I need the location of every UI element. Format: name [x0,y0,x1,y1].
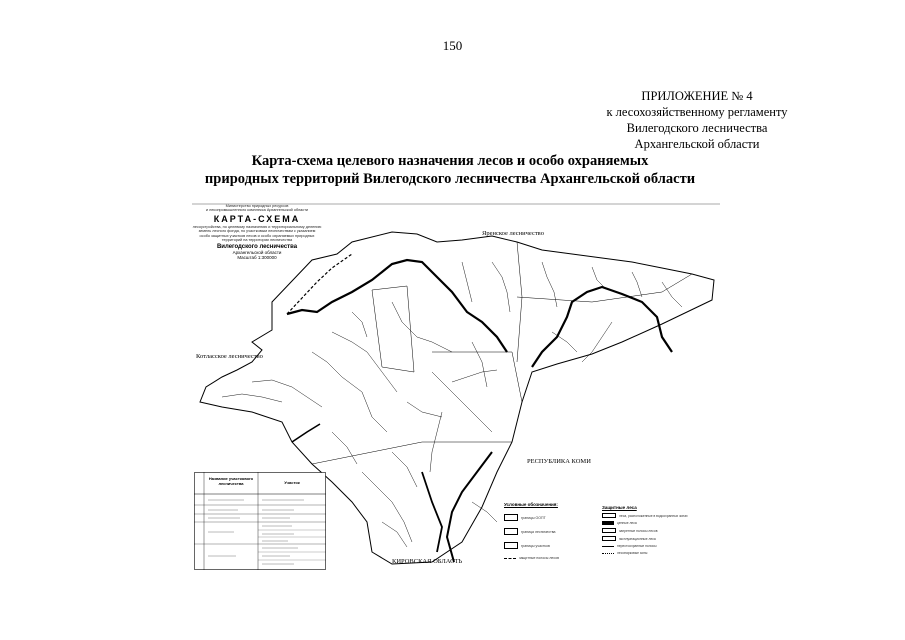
title-line: природных территорий Вилегодского лесничества Архангельской области [204,171,696,187]
district-boundary [517,242,522,362]
district-boundary [432,352,522,402]
legend2-label: леса, расположенные в водоохранных зонах [619,513,688,518]
header-ministry: и лесопромышленного комплекса Архангельской области [205,208,309,213]
legend2-item [602,551,720,555]
legend2-swatch [602,546,614,547]
main-river [422,472,442,552]
legend-label: граница лесничества [521,529,556,534]
header-forestry: Вилегодского лесничества [216,244,298,251]
appendix-line: Архангельской области [634,137,760,151]
legend-swatch [504,528,518,535]
header-ministry: Министерство природных ресурсов [225,204,289,208]
legend2-label: запретные полосы лесов [619,528,658,533]
legend2-swatch [602,513,616,518]
legend-item [504,542,604,549]
page-number: 150 [442,38,463,53]
forestry-map [192,202,722,572]
title-line: Карта-схема целевого назначения лесов и особо охраняемых [251,153,649,169]
map-legend [504,502,604,560]
railway-line [287,254,352,314]
district-boundary [372,286,414,372]
legend2-item [602,536,720,541]
header-desc: земель лесного фонда, по участковым лесничествам с указанием [198,229,316,234]
legend2-swatch [602,536,616,541]
legend-swatch [504,558,516,559]
legend2-item [602,528,720,533]
appendix-caption [587,88,807,152]
label-west: Котласское лесничество [196,353,263,360]
legend-label: защитные полосы лесов [519,556,559,560]
district-table [194,472,326,570]
legend2-item [602,544,720,548]
appendix-line: Вилегодского лесничества [626,121,768,135]
legend2-label: эксплуатационные леса [619,536,656,541]
legend-item [504,514,604,521]
legend-item [504,556,604,560]
appendix-line: к лесохозяйственному регламенту [606,105,788,119]
header-desc: особо защитных участков лесов и особо охраняемых природных [199,233,315,238]
main-river [532,287,672,367]
header-desc: территорий на территории лесничества [221,238,293,243]
header-scale: Масштаб 1:300000 [237,255,277,261]
legend2-label: лесопарковые зоны [617,551,648,555]
document-title [150,152,750,188]
district-boundary [312,442,512,464]
legend2-swatch [602,528,616,533]
header-desc: лесоустройства, по целевому назначению и территориальному делению [192,224,322,229]
legend2-item [602,513,720,518]
main-river [447,452,492,562]
table-col2-header: Участок [284,480,300,485]
label-east: РЕСПУБЛИКА КОМИ [527,458,591,465]
legend2-label: ценные леса [617,521,637,525]
label-south: КИРОВСКАЯ ОБЛАСТЬ [392,558,463,565]
map-legend-protective [602,505,720,555]
main-river [287,260,507,352]
label-north: Яренское лесничество [482,230,544,237]
legend2-swatch [602,521,614,525]
legend-title: Условные обозначения: [504,502,558,507]
legend-item [504,528,604,535]
header-heading: КАРТА-СХЕМА [213,213,301,224]
header-region: Архангельской области [232,250,282,256]
legend-label: границы участков [521,543,550,548]
legend-swatch [504,542,518,549]
main-river [292,424,320,442]
legend2-label: нерестоохранные полосы [617,544,657,548]
map-legend-header [192,204,322,260]
table-col1-header: Название участкового лесничества [208,476,254,486]
legend2-title: Защитные леса [602,505,637,510]
legend2-swatch [602,553,614,554]
legend-label: границы ООПТ [521,515,546,520]
legend-swatch [504,514,518,521]
legend2-item [602,521,720,525]
appendix-line: ПРИЛОЖЕНИЕ № 4 [641,89,753,103]
table-grid [194,472,326,570]
